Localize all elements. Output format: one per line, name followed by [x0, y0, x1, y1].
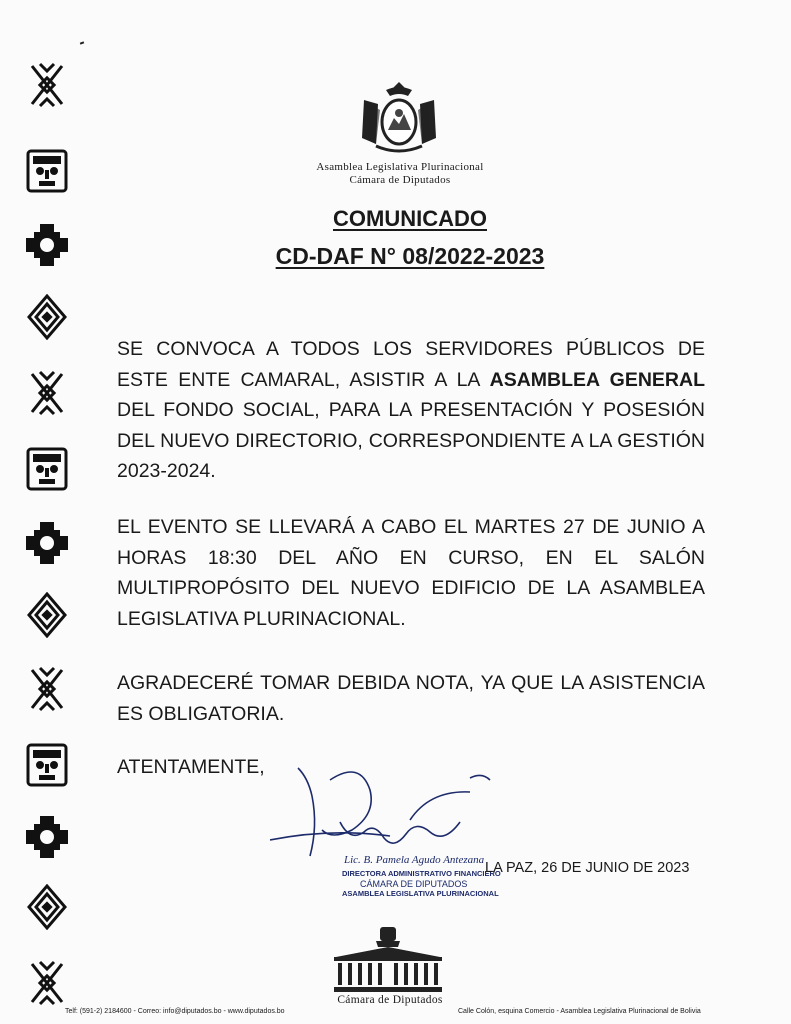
cross-knot-icon — [22, 368, 72, 418]
cross-knot-icon — [22, 664, 72, 714]
diamond-icon — [22, 292, 72, 342]
signer-name: Lic. B. Pamela Agudo Antezana — [344, 854, 485, 866]
paragraph-text: SE CONVOCA A TODOS LOS SERVIDORES PÚBLICOS DE ESTE ENTE CAMARAL, ASISTIR A LA — [117, 338, 705, 391]
cog-cross-icon — [22, 812, 72, 862]
closing-salutation: ATENTAMENTE, — [117, 756, 265, 778]
mask-icon — [22, 444, 72, 494]
mask-icon — [22, 740, 72, 790]
document-reference: CD-DAF N° 08/2022-2023 — [275, 243, 545, 269]
footer-chamber-name: Cámara de Diputados — [337, 994, 443, 1006]
cross-knot-icon — [22, 958, 72, 1008]
paragraph-event: EL EVENTO SE LLEVARÁ A CABO EL MARTES 27 DE JUNIO A HORAS 18:30 DEL AÑO EN CURSO, EN EL SALÓN MULTIPROPÓSITO DEL NUEVO EDIFICIO DE LA ASAMBLEA LEGISLATIVA PLURINACIONAL. — [117, 516, 705, 630]
place-and-date: LA PAZ, 26 DE JUNIO DE 2023 — [485, 860, 690, 876]
diamond-icon — [22, 590, 72, 640]
signer-institution: ASAMBLEA LEGISLATIVA PLURINACIONAL — [342, 889, 499, 898]
chamber-name: Cámara de Diputados — [349, 174, 451, 186]
diamond-icon — [22, 882, 72, 932]
building-logo-icon — [328, 925, 448, 995]
footer-contact: Telf: (591-2) 2184600 - Correo: info@diputados.bo - www.diputados.bo — [65, 1008, 285, 1015]
institution-name: Asamblea Legislativa Plurinacional — [316, 161, 484, 173]
paragraph-convocation — [117, 334, 705, 487]
cross-knot-icon — [22, 60, 72, 110]
mask-icon — [22, 146, 72, 196]
scan-speck — [80, 41, 84, 44]
cog-cross-icon — [22, 220, 72, 270]
paragraph-text: DEL FONDO SOCIAL, PARA LA PRESENTACIÓN Y POSESIÓN DEL NUEVO DIRECTORIO, CORRESPONDIENTE A LA GESTIÓN 2023-2024. — [117, 399, 705, 482]
coat-of-arms-icon — [356, 80, 442, 158]
signer-unit: CÁMARA DE DIPUTADOS — [360, 879, 468, 889]
emphasis-text: ASAMBLEA GENERAL — [489, 368, 706, 391]
footer-address: Calle Colón, esquina Comercio - Asamblea Legislativa Plurinacional de Bolivia — [458, 1008, 701, 1015]
cog-cross-icon — [22, 518, 72, 568]
document-title: COMUNICADO — [333, 206, 487, 231]
signer-role: DIRECTORA ADMINISTRATIVO FINANCIERO — [342, 869, 501, 878]
paragraph-notice: AGRADECERÉ TOMAR DEBIDA NOTA, YA QUE LA ASISTENCIA ES OBLIGATORIA. — [117, 672, 705, 725]
